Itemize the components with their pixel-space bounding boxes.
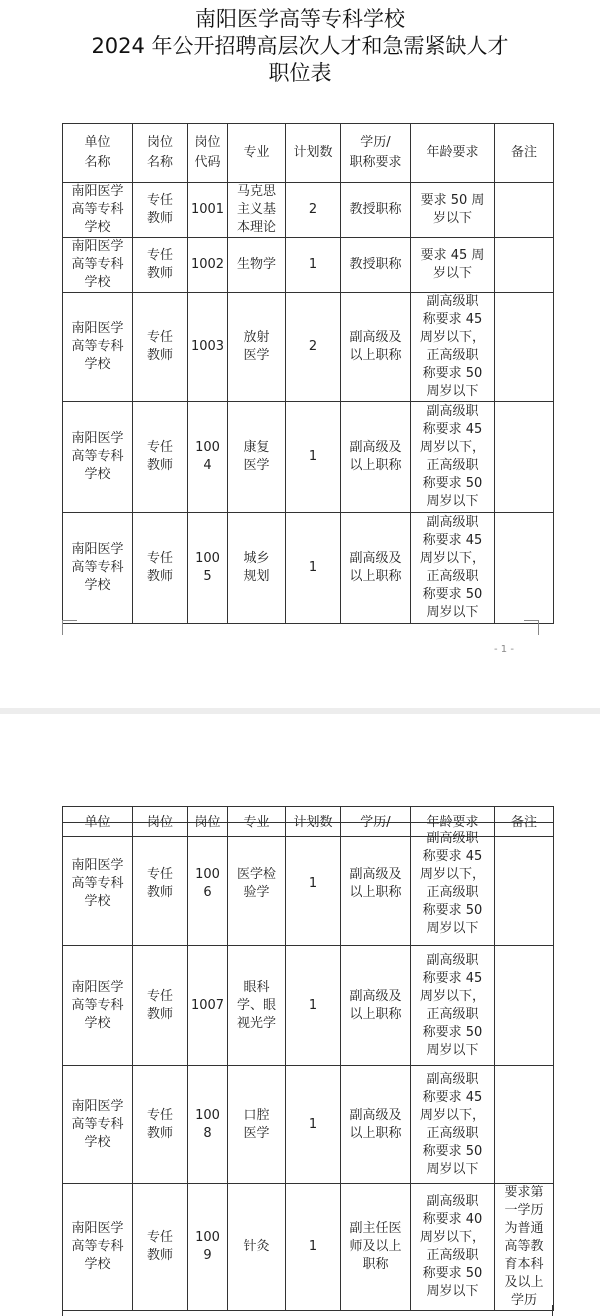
cell-note: [495, 946, 554, 1066]
table-row: [63, 293, 554, 402]
cell-unit-text: 南阳医学 高等专科 学校: [71, 542, 124, 593]
title-line-1: 南阳医学高等专科学校: [195, 7, 405, 31]
cell-plan-text: 2: [308, 339, 318, 354]
cell-post: [133, 1184, 188, 1311]
cell-code-text: 1001: [190, 202, 225, 217]
cell-note-text: 要求第 一学历 为普通 高等教 育本科 及以上 学历: [504, 1185, 544, 1308]
cell-code-text: 100 6: [195, 867, 220, 900]
cell-unit-text: 南阳医学 高等专科 学校: [71, 431, 124, 482]
cell-age: [411, 1066, 495, 1184]
cell-age-text: 副高级职 称要求 45 周岁以下， 正高级职 称要求 50 周岁以下: [419, 404, 485, 509]
table-row: [63, 1184, 554, 1311]
cell-post: [133, 1066, 188, 1184]
cell-age: [411, 823, 495, 946]
cell-post: [133, 946, 188, 1066]
cell-code: [188, 238, 228, 293]
cell-major: [228, 238, 286, 293]
cell-age-text: 要求 45 周 岁以下: [420, 248, 485, 281]
cell-note: [495, 1184, 554, 1311]
cell-edu-text: 副高级及 以上职称: [349, 440, 402, 473]
table-row: [63, 1066, 554, 1184]
cell-post-text: 专任 教师: [146, 440, 173, 473]
header-post-line2: 名称: [146, 155, 173, 170]
cell-edu: [341, 238, 411, 293]
cell-edu-text: 教授职称: [349, 257, 402, 272]
cell-note: [495, 183, 554, 238]
cell-age-text: 副高级职 称要求 45 周岁以下， 正高级职 称要求 50 周岁以下: [419, 1071, 485, 1177]
header-code-partial: 岗位: [188, 807, 228, 837]
cell-post-text: 专任 教师: [146, 330, 173, 363]
cell-code: [188, 946, 228, 1066]
header-post-line1: 岗位: [146, 135, 173, 150]
cell-unit: [63, 1066, 133, 1184]
cell-post: [133, 823, 188, 946]
job-table-page-1: [62, 123, 554, 624]
cell-code-text: 1002: [190, 257, 225, 272]
cell-unit: [63, 183, 133, 238]
page-2-header-clip: [62, 806, 553, 830]
cell-age: [411, 402, 495, 513]
cell-major-text: 放射 医学: [243, 330, 270, 363]
cell-plan-text: 1: [308, 257, 318, 272]
cell-note: [495, 238, 554, 293]
cell-unit-text: 南阳医学 高等专科 学校: [71, 979, 124, 1031]
cell-major-text: 康复 医学: [243, 440, 270, 473]
cell-note: [495, 1066, 554, 1184]
cell-unit: [63, 1184, 133, 1311]
cell-unit: [63, 513, 133, 624]
header-code: [188, 124, 228, 183]
cell-major-text: 眼科 学、眼 视光学: [236, 979, 276, 1031]
cell-age-text: 副高级职 称要求 40 周岁以下， 正高级职 称要求 50 周岁以下: [419, 1194, 485, 1299]
header-edu-line1: 学历/: [360, 135, 391, 150]
table-row: [63, 946, 554, 1066]
cell-unit-text: 南阳医学 高等专科 学校: [71, 184, 124, 235]
header-edu-line2: 职称要求: [349, 155, 402, 170]
cell-age: [411, 238, 495, 293]
cell-code-text: 1007: [190, 997, 225, 1013]
cell-post-text: 专任 教师: [146, 1230, 173, 1263]
page-number: - 1 -: [494, 644, 514, 655]
cell-age-text: 要求 50 周 岁以下: [420, 193, 485, 226]
cell-code-text: 100 8: [195, 1107, 220, 1141]
title-line-3: 职位表: [268, 61, 332, 85]
header-unit-line2: 名称: [84, 155, 111, 170]
cell-edu-text: 副高级及 以上职称: [349, 1107, 402, 1141]
cell-code: [188, 1184, 228, 1311]
table-row: [63, 402, 554, 513]
cell-edu-text: 副主任医 师及以上 职称: [349, 1221, 402, 1272]
cell-plan: [286, 513, 341, 624]
cell-post-text: 专任 教师: [146, 248, 173, 281]
table-row: [63, 183, 554, 238]
cell-major-text: 马克思 主义基 本理论: [236, 184, 276, 235]
cell-major: [228, 946, 286, 1066]
cell-code: [188, 823, 228, 946]
header-note-partial: 备注: [495, 807, 554, 837]
cell-unit: [63, 823, 133, 946]
header-unit-line1: 单位: [84, 135, 111, 150]
cell-post-text: 专任 教师: [146, 988, 173, 1022]
cell-edu-text: 教授职称: [349, 202, 402, 217]
header-unit-partial: 单位: [63, 807, 133, 837]
cell-edu: [341, 823, 411, 946]
cell-plan: [286, 293, 341, 402]
cell-plan-text: 1: [308, 449, 318, 464]
cell-code: [188, 402, 228, 513]
cell-unit: [63, 293, 133, 402]
page-corner-mark: [524, 620, 539, 635]
document-title: [0, 6, 600, 87]
cell-age: [411, 183, 495, 238]
cell-post: [133, 402, 188, 513]
cell-unit-text: 南阳医学 高等专科 学校: [71, 858, 124, 909]
header-age-partial: 年龄要求: [411, 807, 495, 837]
cell-plan-text: 1: [308, 997, 318, 1013]
header-unit: [63, 124, 133, 183]
cell-post-text: 专任 教师: [146, 867, 173, 900]
cell-plan-text: 2: [308, 202, 318, 217]
cell-major: [228, 1066, 286, 1184]
cell-plan-text: 1: [308, 1116, 318, 1132]
cell-edu: [341, 946, 411, 1066]
cell-code-text: 100 5: [195, 551, 220, 584]
cell-unit: [63, 402, 133, 513]
cell-age: [411, 1184, 495, 1311]
header-post: [133, 124, 188, 183]
cell-post: [133, 183, 188, 238]
table-continuation: [62, 1305, 553, 1316]
cell-plan: [286, 1184, 341, 1311]
cell-major-text: 针灸: [243, 1239, 270, 1254]
table-row: [63, 238, 554, 293]
cell-plan: [286, 238, 341, 293]
title-line-2: 2024 年公开招聘高层次人才和急需紧缺人才: [91, 34, 509, 58]
cell-major-text: 口腔 医学: [243, 1107, 270, 1141]
cell-plan-text: 1: [308, 1239, 318, 1254]
cell-code-text: 100 9: [195, 1230, 220, 1263]
cell-edu: [341, 1184, 411, 1311]
cell-unit: [63, 946, 133, 1066]
cell-plan-text: 1: [308, 560, 318, 575]
cell-code: [188, 293, 228, 402]
cell-age-text: 副高级职 称要求 45 周岁以下， 正高级职 称要求 50 周岁以下: [419, 952, 485, 1058]
cell-plan: [286, 946, 341, 1066]
cell-note: [495, 293, 554, 402]
cell-note: [495, 402, 554, 513]
cell-edu: [341, 402, 411, 513]
header-major: 专业: [228, 124, 286, 183]
header-post-partial: 岗位: [133, 807, 188, 837]
cell-edu-text: 副高级及 以上职称: [349, 867, 402, 900]
cell-post-text: 专任 教师: [146, 193, 173, 226]
header-note: 备注: [495, 124, 554, 183]
cell-note: [495, 513, 554, 624]
cell-major: [228, 1184, 286, 1311]
job-table-page-2: [62, 822, 554, 1311]
cell-note: [495, 823, 554, 946]
cell-code: [188, 183, 228, 238]
cell-plan: [286, 183, 341, 238]
cell-plan: [286, 1066, 341, 1184]
cell-major-text: 城乡 规划: [243, 551, 270, 584]
table-row: [63, 823, 554, 946]
page-corner-mark: [62, 620, 77, 635]
cell-age-text: 副高级职 称要求 45 周岁以下， 正高级职 称要求 50 周岁以下: [419, 831, 485, 936]
cell-age-text: 副高级职 称要求 45 周岁以下， 正高级职 称要求 50 周岁以下: [419, 515, 485, 620]
cell-post-text: 专任 教师: [146, 551, 173, 584]
cell-unit-text: 南阳医学 高等专科 学校: [71, 1221, 124, 1272]
cell-post: [133, 293, 188, 402]
cell-edu: [341, 183, 411, 238]
cell-age-text: 副高级职 称要求 45 周岁以下， 正高级职 称要求 50 周岁以下: [419, 294, 485, 399]
cell-edu: [341, 513, 411, 624]
cell-age: [411, 513, 495, 624]
cell-edu-text: 副高级及 以上职称: [349, 330, 402, 363]
cell-edu-text: 副高级及 以上职称: [349, 551, 402, 584]
table-row: [63, 513, 554, 624]
cell-major: [228, 513, 286, 624]
cell-major-text: 医学检 验学: [236, 867, 276, 900]
header-code-line1: 岗位: [194, 135, 221, 150]
header-edu: [341, 124, 411, 183]
cell-major: [228, 402, 286, 513]
page-separator: [0, 708, 600, 714]
cell-post: [133, 238, 188, 293]
cell-plan: [286, 823, 341, 946]
cell-major: [228, 823, 286, 946]
cell-code: [188, 1066, 228, 1184]
table-header-row: [63, 124, 554, 183]
header-edu-partial: 学历/: [341, 807, 411, 837]
header-plan-partial: 计划数: [286, 807, 341, 837]
cell-post: [133, 513, 188, 624]
cell-unit-text: 南阳医学 高等专科 学校: [71, 239, 124, 290]
cell-age: [411, 946, 495, 1066]
cell-edu-text: 副高级及 以上职称: [349, 988, 402, 1022]
header-code-line2: 代码: [194, 155, 221, 170]
cell-edu: [341, 1066, 411, 1184]
header-major-partial: 专业: [228, 807, 286, 837]
cell-major: [228, 183, 286, 238]
cell-code: [188, 513, 228, 624]
cell-age: [411, 293, 495, 402]
cell-major-text: 生物学: [236, 257, 276, 272]
cell-unit-text: 南阳医学 高等专科 学校: [71, 321, 124, 372]
cell-code-text: 100 4: [195, 440, 220, 473]
header-plan: 计划数: [286, 124, 341, 183]
cell-major: [228, 293, 286, 402]
cell-code-text: 1003: [190, 339, 225, 354]
cell-edu: [341, 293, 411, 402]
cell-plan: [286, 402, 341, 513]
header-age: 年龄要求: [411, 124, 495, 183]
cell-post-text: 专任 教师: [146, 1107, 173, 1141]
cell-plan-text: 1: [308, 876, 318, 891]
cell-unit-text: 南阳医学 高等专科 学校: [71, 1098, 124, 1150]
cell-unit: [63, 238, 133, 293]
